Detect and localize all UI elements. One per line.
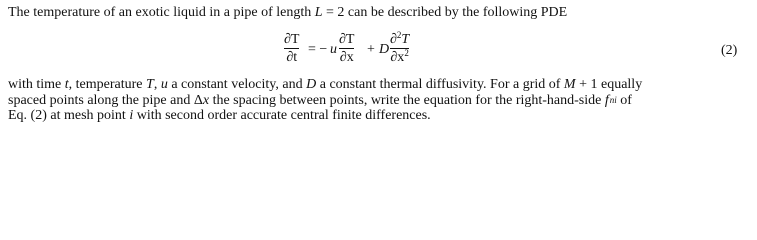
paragraph-line-3 [8,108,750,124]
var-t: t [64,77,69,92]
fraction-dT-dt [284,32,299,65]
intro-text-end: = 2 can be described by the following PDE [322,5,568,20]
var-f: f [604,92,609,108]
text: of [616,92,632,108]
var-L: L [314,5,323,20]
numerator-dT: ∂T [284,32,300,47]
pde-equation [284,31,454,71]
numerator-dT: ∂T [339,32,355,47]
text: Eq. (2) at mesh point [8,108,130,123]
fraction-bar [339,48,354,49]
exponent-2: 2 [396,30,402,40]
problem-paragraph [8,77,750,124]
text: a constant thermal diffusivity. For a grid of [316,77,564,92]
var-i: i [129,108,134,123]
intro-sentence [8,5,567,20]
var-D: D [306,77,317,92]
denominator-dt: ∂t [286,50,298,65]
fraction-bar [284,48,299,49]
denominator-dx: ∂x [339,50,354,65]
text: , temperature [68,77,147,92]
var-x: x [202,92,210,108]
plus-sign: + [367,42,375,57]
text: with time [8,77,65,92]
denominator-dx2 [390,50,409,65]
var-T: T [401,32,410,47]
var-D: D [379,42,390,57]
text: a constant velocity, and [167,77,307,92]
paragraph-line-1 [8,77,750,93]
f-indices [609,94,617,105]
var-u: u [160,77,168,92]
equation-number: (2) [721,43,738,58]
var-u: u [330,42,337,57]
fraction-dT-dx [339,32,354,65]
subscript-i: i [614,94,617,105]
fraction-d2T-dx2 [390,32,409,65]
text: , [153,77,161,92]
superscript-n: n [609,94,615,105]
text: with second order accurate central finite differences. [133,108,431,123]
var-M: M [563,77,576,92]
text: the spacing between points, write the equation for the right-hand-side [209,92,605,108]
text: + 1 equally [575,77,643,92]
numerator-d2T [390,32,409,47]
paragraph-line-2 [8,93,750,109]
partial-symbol: ∂ [390,32,397,47]
partial-x: ∂x [390,50,405,65]
exponent-2: 2 [404,48,409,58]
equals-minus: = − [308,42,328,57]
text: spaced points along the pipe and Δ [8,92,203,108]
var-T: T [146,77,154,92]
intro-text: The temperature of an exotic liquid in a pipe of length [8,5,315,20]
